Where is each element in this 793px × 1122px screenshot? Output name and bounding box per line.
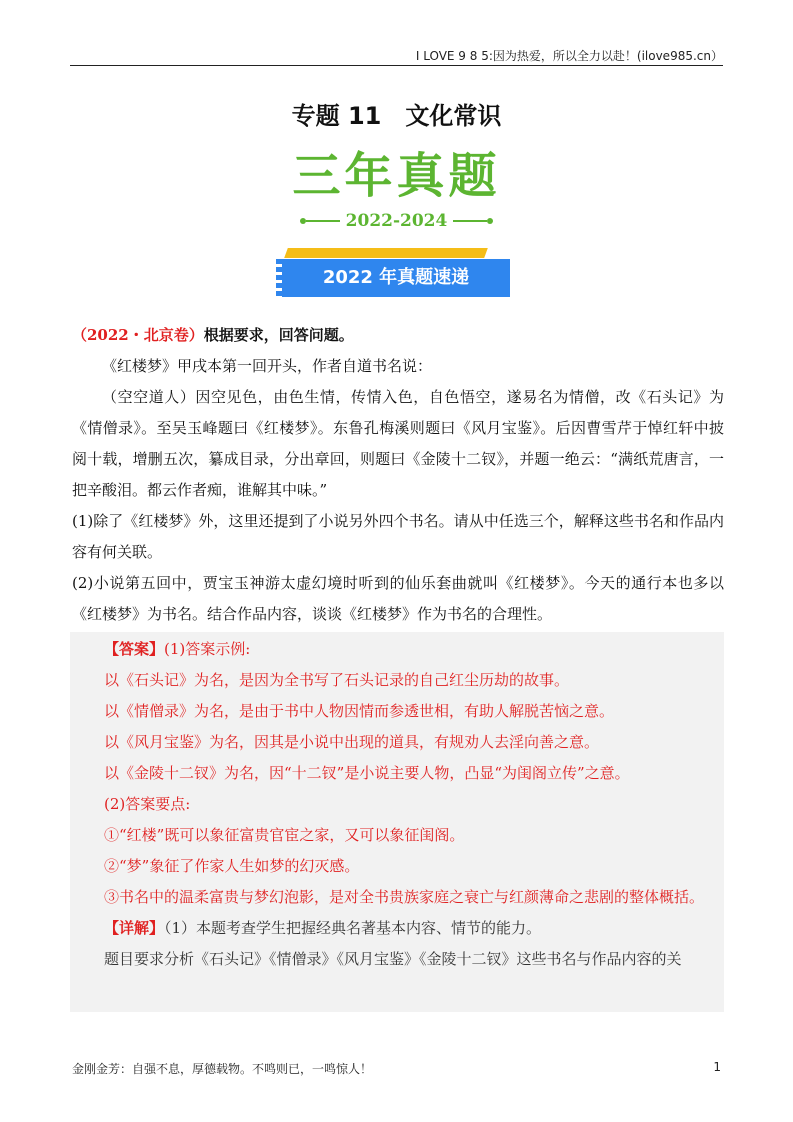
answer-part1-title: (1)答案示例: <box>164 640 251 658</box>
header-text: I LOVE 9 8 5:因为热爱，所以全力以赴！(ilove985.cn） <box>415 49 723 63</box>
question-instruction: 根据要求，回答问题。 <box>203 326 354 344</box>
right-dot-icon <box>487 218 493 224</box>
answer-line: 以《石头记》为名，是因为全书写了石头记录的自己红尘历劫的故事。 <box>104 671 570 689</box>
page-title: 专题 11 文化常识 <box>291 102 502 130</box>
answer-point: ②“梦”象征了作家人生如梦的幻灭感。 <box>104 857 360 875</box>
detail-text: （1）本题考查学生把握经典名著基本内容、情节的能力。 <box>164 919 542 937</box>
answer-heading <box>74 634 720 665</box>
answer-point: ①“红楼”既可以象征富贵官宦之家，又可以象征闺阁。 <box>104 826 465 844</box>
detail-tag: 【详解】 <box>104 919 165 937</box>
answer-line: 以《情僧录》为名，是由于书中人物因情而参透世相，有助人解脱苦恼之意。 <box>104 702 615 720</box>
answer-block <box>70 632 724 1012</box>
page-header <box>70 48 723 66</box>
question-source: （2022・北京卷） <box>72 326 204 344</box>
answer-line: 以《风月宝鉴》为名，因其是小说中出现的道具，有规劝人去淫向善之意。 <box>104 733 600 751</box>
banner-ribbon <box>284 248 488 258</box>
page-number: 1 <box>713 1060 721 1074</box>
question-1: (1)除了《红楼梦》外，这里还提到了小说另外四个书名。请从中任选三个，解释这些书名和作品内容有何关联。 <box>72 512 724 561</box>
question-heading <box>72 320 724 351</box>
question-quote: （空空道人）因空见色，由色生情，传情入色，自色悟空，遂易名为情僧，改《石头记》为《情僧录》。至吴玉峰题曰《红楼梦》。东鲁孔梅溪则题曰《风月宝鉴》。后因曹雪芹于悼红轩中披阅十载，增删五次，纂成目录，分出章回，则题曰《金陵十二钗》，并题一绝云：“满纸荒唐言，一把辛酸泪。都云作者痴，谁解其中味。” <box>72 388 724 499</box>
question-block <box>72 320 724 630</box>
question-intro: 《红楼梦》甲戌本第一回开头，作者自道书名说： <box>102 357 433 375</box>
answer-tag: 【答案】 <box>104 640 165 658</box>
detail-heading <box>74 913 720 944</box>
big-title: 三年真题 <box>292 148 501 204</box>
left-rule <box>306 220 340 222</box>
footer-motto: 金刚金芳：自强不息，厚德载物。不鸣则已，一鸣惊人！ <box>72 1062 373 1076</box>
answer-point: ③书名中的温柔富贵与梦幻泡影，是对全书贵族家庭之衰亡与红颜薄命之悲剧的整体概括。 <box>104 888 705 906</box>
years-label: 2022-2024 <box>345 211 448 231</box>
banner-text: 2022 年真题速递 <box>322 267 470 288</box>
years-divider <box>300 210 493 232</box>
answer-part2-title: (2)答案要点: <box>104 795 191 813</box>
answer-line: 以《金陵十二钗》为名，因“十二钗”是小说主要人物，凸显“为闺阁立传”之意。 <box>104 764 630 782</box>
section-banner <box>276 248 516 300</box>
detail-continuation: 题目要求分析《石头记》《情僧录》《风月宝鉴》《金陵十二钗》这些书名与作品内容的关 <box>104 950 682 968</box>
question-2: (2)小说第五回中，贾宝玉神游太虚幻境时听到的仙乐套曲就叫《红楼梦》。今天的通行本也多以《红楼梦》为书名。结合作品内容，谈谈《红楼梦》作为书名的合理性。 <box>72 574 724 623</box>
page-footer <box>72 1060 721 1077</box>
right-rule <box>453 220 487 222</box>
